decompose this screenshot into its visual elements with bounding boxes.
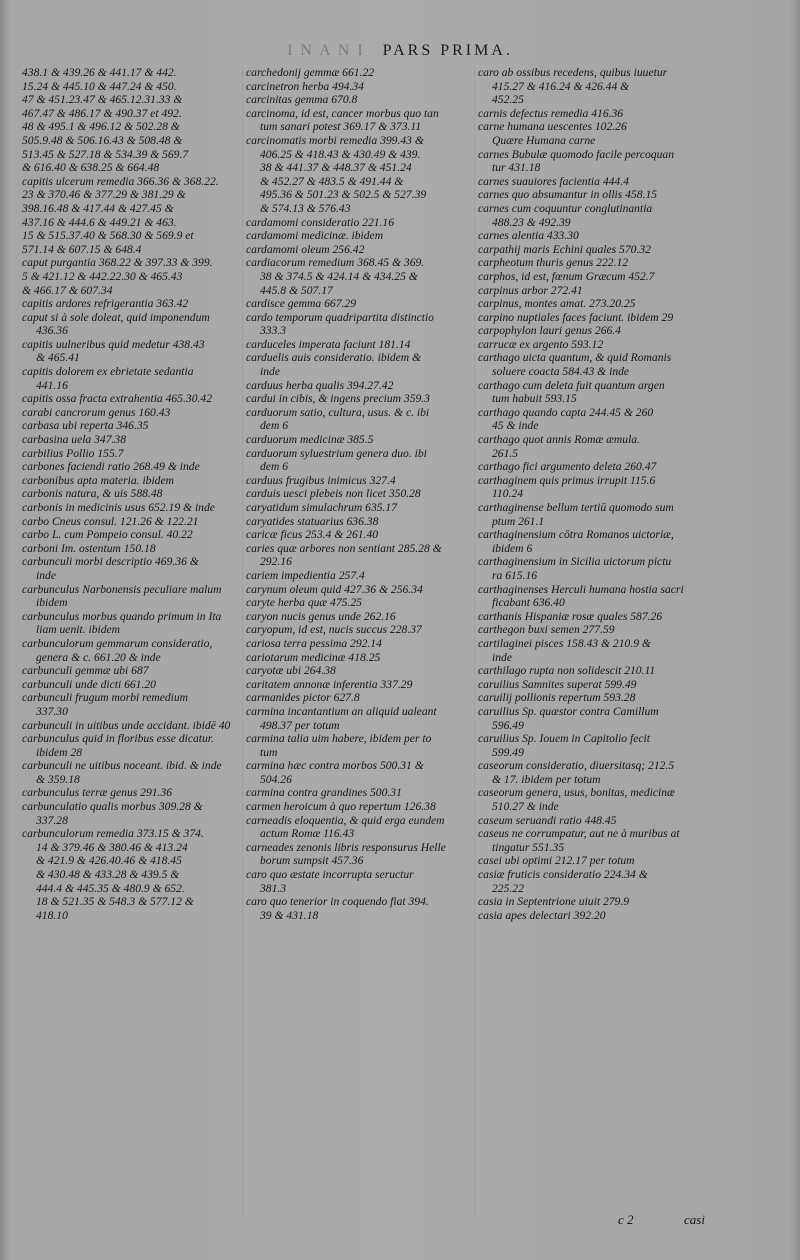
index-entry: carbones faciendi ratio 268.49 & inde bbox=[22, 460, 200, 474]
index-entry: cardamomi oleum 256.42 bbox=[246, 242, 365, 256]
index-entry: carnis defectus remedia 416.36 bbox=[478, 106, 624, 120]
index-entry: carbasina uela 347.38 bbox=[22, 433, 127, 447]
index-entry: carthegon buxi semen 277.59 bbox=[478, 623, 615, 637]
index-entry: carmen heroicum à quo repertum 126.38 bbox=[246, 800, 436, 814]
index-entry: 437.16 & 444.6 & 449.21 & 463. bbox=[22, 215, 177, 229]
index-entry-continuation: 452.25 bbox=[492, 93, 524, 107]
index-entry: 467.47 & 486.17 & 490.37 et 492. bbox=[22, 106, 182, 120]
index-entry-continuation: ibidem bbox=[36, 596, 68, 610]
index-entry: cardui in cibis, & ingens precium 359.3 bbox=[246, 392, 430, 406]
index-entry: carbunculus morbus quando primum in Ita bbox=[22, 609, 222, 623]
index-entry-continuation: dem 6 bbox=[260, 419, 289, 433]
index-column-3 bbox=[478, 66, 708, 922]
index-entry: carmanides pictor 627.8 bbox=[246, 691, 360, 705]
index-entry-continuation: 510.27 & inde bbox=[492, 800, 559, 814]
index-entry: caries quæ arbores non sentiant 285.28 & bbox=[246, 541, 442, 555]
index-entry: caryte herba quæ 475.25 bbox=[246, 596, 362, 610]
index-entry-continuation: 504.26 bbox=[260, 772, 292, 786]
index-entry: carbunculatio qualis morbus 309.28 & bbox=[22, 800, 203, 814]
index-entry: carduis uesci plebeis non licet 350.28 bbox=[246, 487, 421, 501]
index-entry: carphos, id est, fœnum Græcum 452.7 bbox=[478, 269, 655, 283]
index-entry: carpheotum thuris genus 222.12 bbox=[478, 256, 629, 270]
index-entry: cardamomi medicinæ. ibidem bbox=[246, 229, 384, 243]
index-entry-continuation: genera & c. 661.20 & inde bbox=[36, 650, 161, 664]
index-entry-continuation: 225.22 bbox=[492, 881, 524, 895]
index-entry-continuation: 14 & 379.46 & 380.46 & 413.24 bbox=[36, 840, 188, 854]
index-entry: carnes suauiores facientia 444.4 bbox=[478, 174, 629, 188]
index-entry: caro ab ossibus recedens, quibus iuuetur bbox=[478, 66, 668, 79]
index-entry: capitis ardores refrigerantia 363.42 bbox=[22, 297, 189, 311]
index-entry: carneadis eloquentia, & quid erga eundem bbox=[246, 813, 445, 827]
index-entry: carthago quando capta 244.45 & 260 bbox=[478, 405, 654, 419]
index-entry: caseorum genera, usus, bonitas, medicinæ bbox=[478, 786, 675, 800]
signature-mark: c 2 bbox=[618, 1212, 634, 1227]
index-entry: carabi cancrorum genus 160.43 bbox=[22, 405, 171, 419]
index-entry: carthaginenses Herculi humana hostia sacri bbox=[478, 582, 684, 596]
index-entry-continuation: ficabant 636.40 bbox=[492, 596, 565, 610]
index-entry: casia apes delectari 392.20 bbox=[478, 908, 606, 922]
index-entry-continuation: dem 6 bbox=[260, 460, 289, 474]
index-entry: caruilij pollionis repertum 593.28 bbox=[478, 691, 636, 705]
index-entry: cariem impedientia 257.4 bbox=[246, 568, 365, 582]
index-entry: carpophylon lauri genus 266.4 bbox=[478, 324, 621, 338]
index-entry: casia in Septentrione uiuit 279.9 bbox=[478, 895, 630, 909]
index-entry: carthago cum deleta fuit quantum argen bbox=[478, 378, 665, 392]
index-entry-continuation: 495.36 & 501.23 & 502.5 & 527.39 bbox=[260, 188, 427, 202]
index-entry: carbo Cneus consul. 121.26 & 122.21 bbox=[22, 514, 199, 528]
index-entry: casiæ fruticis consideratio 224.34 & bbox=[478, 868, 648, 882]
index-entry-continuation: 333.3 bbox=[260, 324, 287, 338]
index-entry: carmina talia uim habere, ibidem per to bbox=[246, 732, 432, 746]
index-entry: 571.14 & 607.15 & 648.4 bbox=[22, 242, 142, 256]
index-entry: carbunculi morbi descriptio 469.36 & bbox=[22, 555, 199, 569]
index-entry-continuation: 39 & 431.18 bbox=[260, 908, 319, 922]
index-entry: carduorum medicinæ 385.5 bbox=[246, 433, 374, 447]
index-entry: carduelis auis consideratio. ibidem & bbox=[246, 351, 422, 365]
index-entry: capitis ossa fracta extrahentia 465.30.42 bbox=[22, 392, 212, 406]
index-entry: caricæ ficus 253.4 & 261.40 bbox=[246, 528, 379, 542]
index-entry-continuation: & 430.48 & 433.28 & 439.5 & bbox=[36, 868, 180, 882]
index-entry: carbunculi unde dicti 661.20 bbox=[22, 677, 156, 691]
index-entry-continuation: 599.49 bbox=[492, 745, 524, 759]
index-entry: cariosa terra pessima 292.14 bbox=[246, 636, 382, 650]
index-entry: caput si à sole doleat, quid imponendum bbox=[22, 310, 210, 324]
index-entry: carchedonij gemmæ 661.22 bbox=[246, 66, 375, 79]
index-entry: capitis dolorem ex ebrietate sedantia bbox=[22, 365, 194, 379]
index-column-2 bbox=[246, 66, 472, 922]
index-entry-continuation: inde bbox=[260, 365, 280, 379]
index-entry-continuation: 18 & 521.35 & 548.3 & 577.12 & bbox=[36, 895, 194, 909]
index-entry-continuation: tum bbox=[260, 745, 278, 759]
index-entry-continuation: tur 431.18 bbox=[492, 161, 541, 175]
index-entry-continuation: ibidem 28 bbox=[36, 745, 83, 759]
index-entry: carthaginem quis primus irrupit 115.6 bbox=[478, 473, 656, 487]
index-entry-continuation: 444.4 & 445.35 & 480.9 & 652. bbox=[36, 881, 185, 895]
index-entry: carbunculi frugum morbi remedium bbox=[22, 691, 189, 705]
index-entry: carbunculorum gemmarum consideratio, bbox=[22, 636, 213, 650]
index-entry-continuation: actum Romæ 116.43 bbox=[260, 827, 355, 841]
index-entry: cartilaginei pisces 158.43 & 210.9 & bbox=[478, 636, 651, 650]
index-entry-continuation: & 421.9 & 426.40.46 & 418.45 bbox=[36, 854, 182, 868]
index-entry: carbunculi gemmæ ubi 687 bbox=[22, 664, 149, 678]
index-entry: carduorum satio, cultura, usus. & c. ibi bbox=[246, 405, 430, 419]
index-entry-continuation: 406.25 & 418.43 & 430.49 & 439. bbox=[260, 147, 421, 161]
index-entry-continuation: 292.16 bbox=[260, 555, 292, 569]
index-entry: carthaginensium in Sicilia uictorum pictu bbox=[478, 555, 672, 569]
index-entry-continuation: tum sanari potest 369.17 & 373.11 bbox=[260, 120, 422, 134]
index-entry: caryon nucis genus unde 262.16 bbox=[246, 609, 396, 623]
index-entry: carne humana uescentes 102.26 bbox=[478, 120, 627, 134]
index-entry-continuation: tum habuit 593.15 bbox=[492, 392, 577, 406]
index-entry: carduus herba qualis 394.27.42 bbox=[246, 378, 394, 392]
index-entry: carbunculorum remedia 373.15 & 374. bbox=[22, 827, 204, 841]
index-entry-continuation: & 17. ibidem per totum bbox=[492, 772, 601, 786]
index-entry: 15 & 515.37.40 & 568.30 & 569.9 et bbox=[22, 229, 194, 243]
index-entry-continuation: 337.30 bbox=[36, 704, 68, 718]
index-entry: carduceles imperata faciunt 181.14 bbox=[246, 337, 411, 351]
index-entry: carcinetron herba 494.34 bbox=[246, 79, 364, 93]
index-entry: carnes alentia 433.30 bbox=[478, 229, 579, 243]
index-entry-continuation: 436.36 bbox=[36, 324, 68, 338]
index-entry-continuation: & 574.13 & 576.43 bbox=[260, 201, 351, 215]
index-entry: carmina contra grandines 500.31 bbox=[246, 786, 402, 800]
index-entry-continuation: Quære Humana carne bbox=[492, 133, 596, 147]
index-entry: carthago fici argumento deleta 260.47 bbox=[478, 460, 657, 474]
index-entry: caro quo tenerior in coquendo fiat 394. bbox=[246, 895, 429, 909]
index-entry-continuation: ra 615.16 bbox=[492, 568, 538, 582]
index-entry: cariotarum medicinæ 418.25 bbox=[246, 650, 381, 664]
index-entry: carbunculus terræ genus 291.36 bbox=[22, 786, 173, 800]
index-entry: capitis uulneribus quid medetur 438.43 bbox=[22, 337, 205, 351]
index-entry: carnes cum coquuntur conglutinantia bbox=[478, 201, 653, 215]
index-entry: carbilius Pollio 155.7 bbox=[22, 446, 124, 460]
index-entry: carpinus, montes amat. 273.20.25 bbox=[478, 297, 636, 311]
index-entry: 505.9.48 & 506.16.43 & 508.48 & bbox=[22, 133, 183, 147]
index-entry-continuation: & 465.41 bbox=[36, 351, 80, 365]
index-entry: carbunculi ne uitibus noceant. ibid. & inde bbox=[22, 759, 222, 773]
index-entry: carbasa ubi reperta 346.35 bbox=[22, 419, 149, 433]
index-entry: carboni Im. ostentum 150.18 bbox=[22, 541, 156, 555]
index-entry: carthaginensium cōtra Romanos uictoriæ, bbox=[478, 528, 674, 542]
index-entry: caseum seruandi ratio 448.45 bbox=[478, 813, 617, 827]
index-entry-continuation: 261.5 bbox=[492, 446, 519, 460]
column-gutter bbox=[242, 66, 243, 1216]
index-entry-continuation: soluere coacta 584.43 & inde bbox=[492, 365, 630, 379]
index-entry: caryotæ ubi 264.38 bbox=[246, 664, 336, 678]
index-entry: caruilius Samnites superat 599.49 bbox=[478, 677, 637, 691]
index-entry: caryatidum simulachrum 635.17 bbox=[246, 501, 398, 514]
index-entry: carcinoma, id est, cancer morbus quo tan bbox=[246, 106, 439, 120]
index-entry: casei ubi optimi 212.17 per totum bbox=[478, 854, 635, 868]
index-entry-continuation: 415.27 & 416.24 & 426.44 & bbox=[492, 79, 630, 93]
index-entry: 398.16.48 & 417.44 & 427.45 & bbox=[22, 201, 174, 215]
index-entry: caryopum, id est, nucis succus 228.37 bbox=[246, 623, 422, 637]
index-entry: carbunculi in uitibus unde accidant. ibidē 40 bbox=[22, 718, 231, 732]
index-entry: carrucæ ex argento 593.12 bbox=[478, 337, 604, 351]
index-entry: caseorum consideratio, diuersitasq; 212.5 bbox=[478, 759, 675, 773]
index-entry: carthanis Hispaniæ rosæ quales 587.26 bbox=[478, 609, 663, 623]
index-entry: caseus ne corrumpatur, aut ne à muribus at bbox=[478, 827, 680, 841]
index-entry: carnes Bubulæ quomodo facile percoquan bbox=[478, 147, 674, 161]
index-entry: carbunculus Narbonensis peculiare malum bbox=[22, 582, 222, 596]
index-entry-continuation: 596.49 bbox=[492, 718, 524, 732]
index-entry-continuation: 45 & inde bbox=[492, 419, 539, 433]
index-entry: 438.1 & 439.26 & 441.17 & 442. bbox=[22, 66, 177, 79]
page-title: PARS PRIMA. bbox=[382, 42, 513, 59]
index-entry: carpinus arbor 272.41 bbox=[478, 283, 583, 297]
index-entry-continuation: 38 & 441.37 & 448.37 & 451.24 bbox=[260, 161, 412, 175]
index-entry-continuation: 38 & 374.5 & 424.14 & 434.25 & bbox=[260, 269, 418, 283]
index-entry: carcinitas gemma 670.8 bbox=[246, 93, 358, 107]
index-entry-continuation: ibidem 6 bbox=[492, 541, 533, 555]
index-entry: carpino nuptiales faces faciunt. ibidem 29 bbox=[478, 310, 674, 324]
index-entry: carnes quo absumantur in ollis 458.15 bbox=[478, 188, 658, 202]
index-entry-continuation: 488.23 & 492.39 bbox=[492, 215, 571, 229]
index-entry-continuation: 498.37 per totum bbox=[260, 718, 340, 732]
column-gutter bbox=[474, 66, 475, 1216]
index-entry: carcinomatis morbi remedia 399.43 & bbox=[246, 133, 424, 147]
index-entry-continuation: 445.8 & 507.17 bbox=[260, 283, 333, 297]
index-entry-continuation: ptum 261.1 bbox=[492, 514, 545, 528]
index-entry: cardo temporum quadripartita distinctio bbox=[246, 310, 434, 324]
running-header bbox=[0, 42, 800, 60]
index-entry-continuation: inde bbox=[492, 650, 512, 664]
index-entry-continuation: & 359.18 bbox=[36, 772, 80, 786]
index-entry: 513.45 & 527.18 & 534.39 & 569.7 bbox=[22, 147, 189, 161]
index-entry: carbonis in medicinis usus 652.19 & inde bbox=[22, 501, 215, 514]
catchword: casi bbox=[684, 1212, 705, 1227]
index-entry: 23 & 370.46 & 377.29 & 381.29 & bbox=[22, 188, 186, 202]
index-entry: cardisce gemma 667.29 bbox=[246, 297, 357, 311]
index-entry: carbonibus apta materia. ibidem bbox=[22, 473, 174, 487]
index-entry-continuation: inde bbox=[36, 568, 56, 582]
index-entry: & 616.40 & 638.25 & 664.48 bbox=[22, 161, 160, 175]
index-entry: 5 & 421.12 & 442.22.30 & 465.43 bbox=[22, 269, 183, 283]
index-entry: carbunculus quid in floribus esse dicatur. bbox=[22, 732, 214, 746]
index-entry-continuation: 337.28 bbox=[36, 813, 68, 827]
index-entry: caro quo æstate incorrupta seructur bbox=[246, 868, 414, 882]
index-entry: & 466.17 & 607.34 bbox=[22, 283, 113, 297]
index-entry: 15.24 & 445.10 & 447.24 & 450. bbox=[22, 79, 177, 93]
index-entry-continuation: liam uenit. ibidem bbox=[36, 623, 121, 637]
index-entry: carduus frugibus inimicus 327.4 bbox=[246, 473, 396, 487]
index-entry: carduorum syluestrium genera duo. ibi bbox=[246, 446, 427, 460]
index-entry-continuation: 441.16 bbox=[36, 378, 68, 392]
index-entry: carthilago rupta non solidescit 210.11 bbox=[478, 664, 656, 678]
index-entry: carthaginense bellum tertiū quomodo sum bbox=[478, 501, 674, 514]
index-entry: carbo L. cum Pompeio consul. 40.22 bbox=[22, 528, 193, 542]
show-through-text: I N A N I bbox=[287, 42, 365, 59]
index-entry: carbonis natura, & uis 588.48 bbox=[22, 487, 163, 501]
index-entry-continuation: tingatur 551.35 bbox=[492, 840, 565, 854]
index-entry: carthago uicta quantum, & quid Romanis bbox=[478, 351, 672, 365]
index-entry: carpathij maris Echini quales 570.32 bbox=[478, 242, 651, 256]
index-entry: carneades zenonis libris responsurus Helle bbox=[246, 840, 446, 854]
index-entry-continuation: 381.3 bbox=[260, 881, 287, 895]
index-entry: carmina incantantium an aliquid ualeant bbox=[246, 704, 437, 718]
index-entry: caryatides statuarius 636.38 bbox=[246, 514, 379, 528]
index-entry: cardiacorum remedium 368.45 & 369. bbox=[246, 256, 425, 270]
index-entry: 48 & 495.1 & 496.12 & 502.28 & bbox=[22, 120, 180, 134]
index-entry: carthago quot annis Romæ æmula. bbox=[478, 433, 640, 447]
index-column-1 bbox=[22, 66, 240, 922]
index-entry-continuation: & 452.27 & 483.5 & 491.44 & bbox=[260, 174, 404, 188]
index-entry: caritatem annonæ inferentia 337.29 bbox=[246, 677, 413, 691]
index-entry: caruilius Sp. quæstor contra Camillum bbox=[478, 704, 659, 718]
index-entry-continuation: 418.10 bbox=[36, 908, 68, 922]
index-entry-continuation: 110.24 bbox=[492, 487, 524, 501]
index-entry: 47 & 451.23.47 & 465.12.31.33 & bbox=[22, 93, 183, 107]
index-entry: carynum oleum quid 427.36 & 256.34 bbox=[246, 582, 423, 596]
index-entry: caput purgantia 368.22 & 397.33 & 399. bbox=[22, 256, 213, 270]
index-entry-continuation: borum sumpsit 457.36 bbox=[260, 854, 364, 868]
index-entry: caruilius Sp. Iouem in Capitolio fecit bbox=[478, 732, 650, 746]
index-entry: cardamomi consideratio 221.16 bbox=[246, 215, 395, 229]
index-entry: carmina hæc contra morbos 500.31 & bbox=[246, 759, 424, 773]
index-entry: capitis ulcerum remedia 366.36 & 368.22. bbox=[22, 174, 219, 188]
